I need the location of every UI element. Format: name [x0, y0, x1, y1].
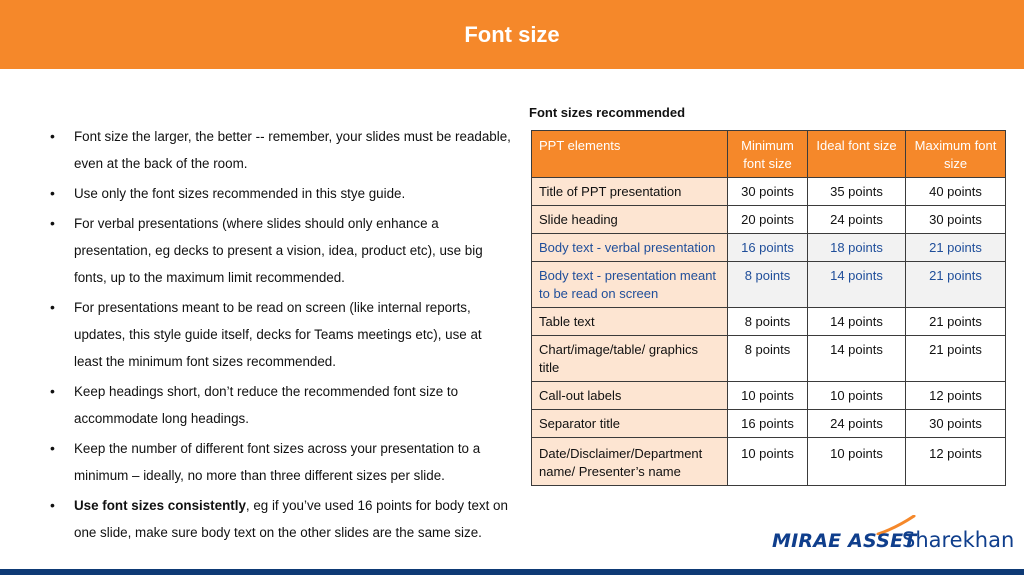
element-cell: Body text - presentation meant to be read on screen: [532, 262, 728, 308]
bullet-text: Keep the number of different font sizes across your presentation to a minimum – ideally, no more than three different sizes per slide.: [74, 441, 481, 483]
header-ppt-elements: PPT elements: [532, 131, 728, 178]
table-row: [532, 262, 1006, 308]
max-cell: 21 points: [906, 234, 1006, 262]
ideal-cell: 14 points: [808, 336, 906, 382]
max-cell: 21 points: [906, 262, 1006, 308]
guideline-list: [50, 123, 512, 549]
bullet-item: [50, 492, 512, 546]
bullet-item: [50, 123, 512, 177]
bullet-text: Keep headings short, don’t reduce the recommended font size to accommodate long headings.: [74, 384, 459, 426]
ideal-cell: 35 points: [808, 178, 906, 206]
element-cell: Title of PPT presentation: [532, 178, 728, 206]
element-cell: Table text: [532, 308, 728, 336]
table-row: [532, 382, 1006, 410]
table-row: [532, 308, 1006, 336]
min-cell: 8 points: [728, 262, 808, 308]
bullet-text: For verbal presentations (where slides should only enhance a presentation, eg decks to present a vision, idea, product etc), use big fonts, up to the maximum limit recommended.: [74, 216, 483, 285]
element-cell: Separator title: [532, 410, 728, 438]
max-cell: 21 points: [906, 336, 1006, 382]
title-bar: [0, 0, 1024, 69]
font-size-table: [531, 130, 1006, 486]
company-logo: [772, 515, 1015, 555]
logo-mirae-asset: MIRAE ASSET: [772, 530, 917, 552]
bullet-text: Use only the font sizes recommended in this stye guide.: [74, 186, 406, 201]
slide-title: Font size: [464, 21, 560, 47]
bullet-text: , eg if you’ve used 16 points for body text on one slide, make sure body text on the other slides are the same size.: [74, 498, 508, 540]
ideal-cell: 10 points: [808, 438, 906, 486]
table-header-row: [532, 131, 1006, 178]
ideal-cell: 24 points: [808, 206, 906, 234]
element-cell: Slide heading: [532, 206, 728, 234]
bullet-text: For presentations meant to be read on screen (like internal reports, updates, this style guide itself, decks for Teams meetings etc), use at least the minimum font sizes recommended.: [74, 300, 482, 369]
max-cell: 30 points: [906, 410, 1006, 438]
bullet-item: [50, 378, 512, 432]
min-cell: 20 points: [728, 206, 808, 234]
min-cell: 8 points: [728, 336, 808, 382]
min-cell: 10 points: [728, 382, 808, 410]
bullet-item: [50, 294, 512, 375]
bullet-item: [50, 210, 512, 291]
bullet-text: Font size the larger, the better -- remember, your slides must be readable, even at the back of the room.: [74, 129, 511, 171]
max-cell: 21 points: [906, 308, 1006, 336]
max-cell: 30 points: [906, 206, 1006, 234]
min-cell: 30 points: [728, 178, 808, 206]
bullet-item: [50, 180, 512, 207]
table-row: [532, 410, 1006, 438]
min-cell: 8 points: [728, 308, 808, 336]
ideal-cell: 24 points: [808, 410, 906, 438]
header-minimum: Minimum font size: [728, 131, 808, 178]
footer-bar: [0, 569, 1024, 575]
logo-sharekhan: Sharekhan: [902, 528, 1015, 552]
min-cell: 10 points: [728, 438, 808, 486]
element-cell: Body text - verbal presentation: [532, 234, 728, 262]
ideal-cell: 14 points: [808, 262, 906, 308]
table-caption: Font sizes recommended: [529, 105, 686, 120]
bullet-bold-text: Use font sizes consistently: [74, 498, 246, 513]
element-cell: Date/Disclaimer/Department name/ Presenter’s name: [532, 438, 728, 486]
table-row: [532, 336, 1006, 382]
min-cell: 16 points: [728, 234, 808, 262]
max-cell: 12 points: [906, 382, 1006, 410]
element-cell: Call-out labels: [532, 382, 728, 410]
table-row: [532, 438, 1006, 486]
min-cell: 16 points: [728, 410, 808, 438]
table-row: [532, 178, 1006, 206]
header-maximum: Maximum font size: [906, 131, 1006, 178]
max-cell: 40 points: [906, 178, 1006, 206]
ideal-cell: 14 points: [808, 308, 906, 336]
element-cell: Chart/image/table/ graphics title: [532, 336, 728, 382]
header-ideal: Ideal font size: [808, 131, 906, 178]
ideal-cell: 10 points: [808, 382, 906, 410]
bullet-item: [50, 435, 512, 489]
max-cell: 12 points: [906, 438, 1006, 486]
table-row: [532, 206, 1006, 234]
ideal-cell: 18 points: [808, 234, 906, 262]
table-row: [532, 234, 1006, 262]
